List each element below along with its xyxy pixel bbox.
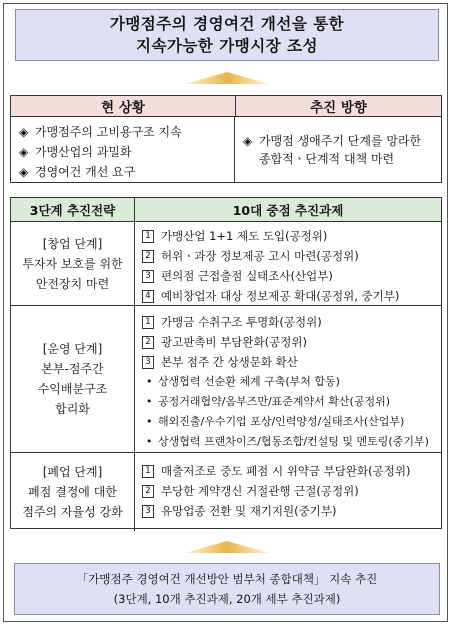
subtask-item: • 상생협력 프랜차이즈/협동조합/컨설팅 및 멘토링(중기부) [142,432,441,452]
table-row-operation [11,306,441,453]
task-item: 1 매출저조로 중도 폐점 시 위약금 부담완화(공정위) [142,461,441,481]
task-number: 2 [142,250,154,263]
table-row-startup [11,222,441,306]
conclusion-line-2: (3단계, 10개 추진과제, 20개 세부 추진과제) [113,592,341,606]
task-list-closure [135,453,441,531]
conclusion-line-1: 「가맹점주 경영여건 개선방안 범부처 종합대책」 지속 추진 [76,572,378,586]
task-list-operation [135,306,441,452]
task-item: 3 편의점 근접출점 실태조사(산업부) [142,266,441,286]
task-number: 1 [142,316,154,329]
task-item: 4 예비창업자 대상 정보제공 확대(공정위, 중기부) [142,286,441,306]
down-arrow-icon [177,541,277,553]
subtask-item: • 공정거래협약/옴부즈만/표준계약서 확산(공정위) [142,392,441,412]
task-number: 3 [142,505,154,518]
task-item: 2 허위ㆍ과장 정보제공 고시 마련(공정위) [142,246,441,266]
current-status-list [11,117,235,182]
bullet-dot-icon: • [146,395,153,408]
stage-label-startup: [창업 단계] 투자자 보호를 위한 안전장치 마련 [11,222,135,305]
diamond-bullet-icon: ◈ [19,165,29,179]
direction-cell [235,117,441,182]
direction-line-2: 종합적ㆍ단계적 대책 마련 [259,151,395,166]
title-line-2: 지속가능한 가맹시장 조성 [136,37,318,55]
task-number: 3 [142,270,154,283]
list-item: ◈ 가맹산업의 과밀화 [19,142,234,162]
status-table [10,95,442,183]
direction-header: 추진 방향 [310,100,367,116]
down-arrow-icon [177,72,277,84]
diamond-bullet-icon: ◈ [19,145,29,159]
task-item: 1 가맹금 수취구조 투명화(공정위) [142,312,441,332]
status-header [11,96,441,117]
title-line-1: 가맹점주의 경영여건 개선을 통한 [109,15,345,33]
stage-label-closure: [폐업 단계] 폐점 결정에 대한 점주의 자율성 강화 [11,453,135,531]
task-item: 3 유망업종 전환 및 재기지원(중기부) [142,501,441,521]
list-item: ◈ 가맹점주의 고비용구조 지속 [19,122,234,142]
current-status-header: 현 상황 [11,96,236,116]
task-number: 2 [142,336,154,349]
task-number: 1 [142,465,154,478]
stage-label-operation: [운영 단계] 본부-점주간 수익배분구조 합리화 [11,306,135,452]
strategy-header-left: 3단계 추진전략 [11,198,135,221]
task-list-startup [135,222,441,305]
diamond-bullet-icon: ◈ [243,133,253,148]
diamond-bullet-icon: ◈ [19,125,29,139]
list-item: ◈ 경영여건 개선 요구 [19,162,234,182]
table-row-closure [11,453,441,531]
conclusion-box [14,563,440,615]
task-number: 4 [142,290,154,303]
task-item: 2 광고판촉비 부담완화(공정위) [142,332,441,352]
task-number: 1 [142,230,154,243]
task-number: 2 [142,485,154,498]
strategy-header [11,198,441,222]
bullet-dot-icon: • [146,415,153,428]
bullet-dot-icon: • [146,435,153,448]
title-box [15,9,439,61]
strategy-table [10,197,442,529]
task-item: 2 부당한 계약갱신 거절관행 근절(공정위) [142,481,441,501]
direction-line-1: 가맹점 생애주기 단계를 망라한 [259,133,422,148]
subtask-item: • 해외진출/우수기업 포상/인력양성/실태조사(산업부) [142,412,441,432]
task-item: 1 가맹산업 1+1 제도 도입(공정위) [142,226,441,246]
task-number: 3 [142,356,154,369]
strategy-header-right: 10대 중점 추진과제 [232,202,344,218]
task-item: 3 본부 점주 간 상생문화 확산 [142,352,441,372]
subtask-item: • 상생협력 선순환 체계 구축(부처 합동) [142,372,441,392]
bullet-dot-icon: • [146,375,153,388]
